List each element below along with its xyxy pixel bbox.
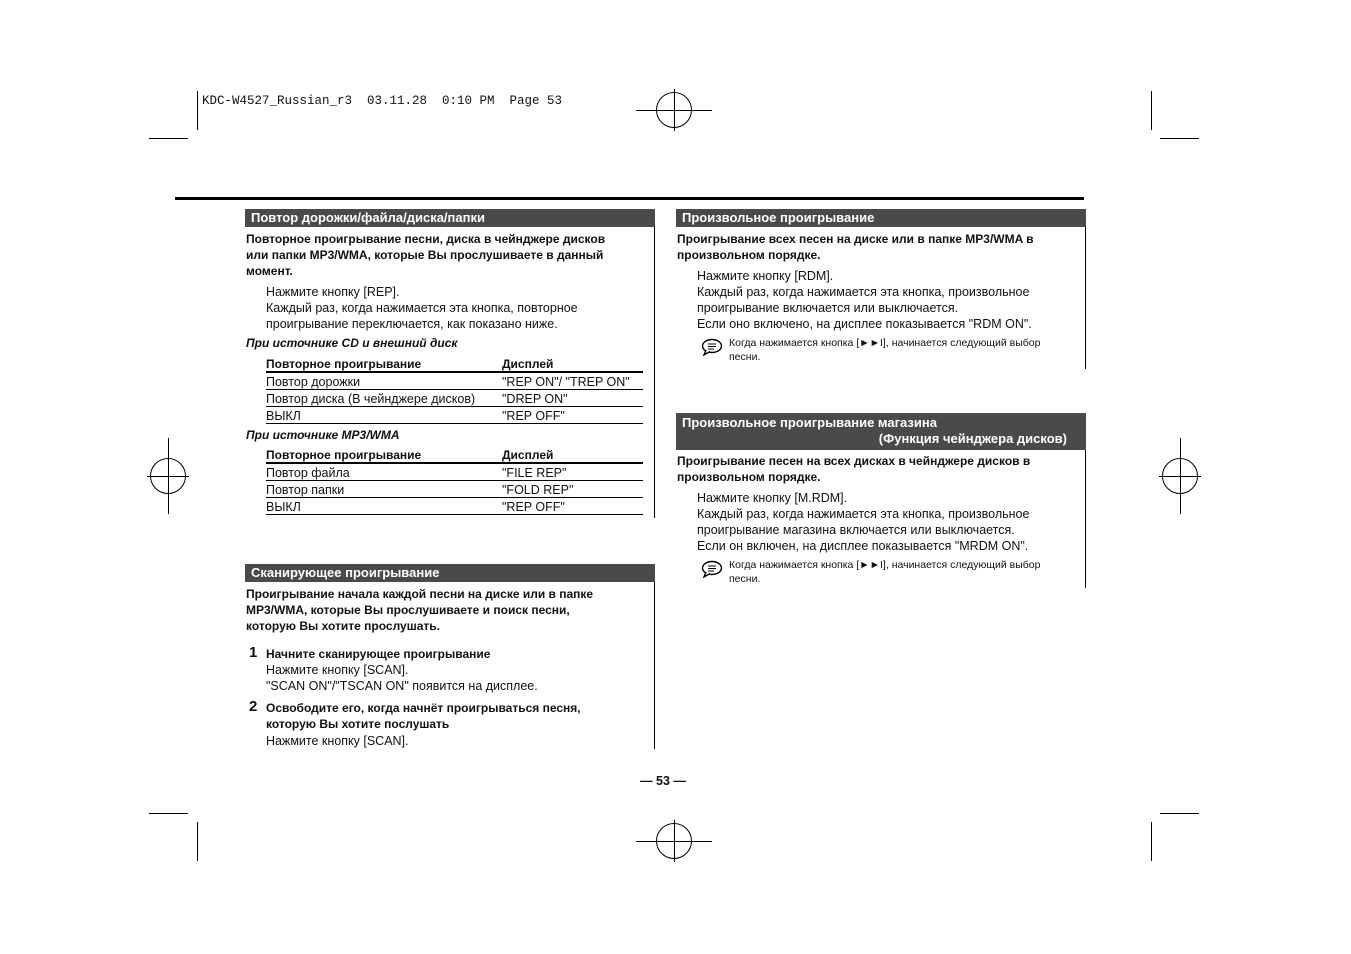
table-row: ВЫКЛ "REP OFF" xyxy=(266,498,643,515)
step-number-1: 1 xyxy=(249,644,258,661)
col-header-mode: Повторное проигрывание xyxy=(266,444,502,463)
section-title-magazine-random: Произвольное проигрывание магазина (Функция чейнджера дисков) xyxy=(676,413,1086,450)
table-row: Повтор файла "FILE REP" xyxy=(266,463,643,481)
left-column-rule-2 xyxy=(654,565,655,749)
print-slug: KDC-W4527_Russian_r3 03.11.28 0:10 PM Page 53 xyxy=(202,94,563,108)
page-number: — 53 — xyxy=(640,774,686,788)
magazine-intro: Проигрывание песен на всех дисках в чейнджере дисков в произвольном порядке. xyxy=(677,454,1031,484)
table-row: Повтор дорожки "REP ON"/ "TREP ON" xyxy=(266,372,643,390)
table-row: Повтор папки "FOLD REP" xyxy=(266,481,643,498)
col-header-mode: Повторное проигрывание xyxy=(266,353,502,372)
mp3-repeat-table xyxy=(266,444,643,515)
step-2-text: Нажмите кнопку [SCAN]. xyxy=(266,734,409,748)
cd-table-caption: При источнике CD и внешний диск xyxy=(246,336,458,350)
magazine-note: Когда нажимается кнопка [►►I], начинается следующий выбор песни. xyxy=(729,559,1041,585)
repeat-intro: Повторное проигрывание песни, диска в чейнджере дисков или папки MP3/WMA, которые Вы прослушиваете в данный момент. xyxy=(246,232,606,278)
scan-intro: Проигрывание начала каждой песни на диске или в папке MP3/WMA, которые Вы прослушиваете и поиск песни, которую Вы хотите прослушать. xyxy=(246,587,594,633)
step-1-text: Нажмите кнопку [SCAN]. "SCAN ON"/"TSCAN ON" появится на дисплее. xyxy=(266,663,538,693)
table-row: Повтор диска (В чейнджере дисков) "DREP ON" xyxy=(266,390,643,407)
col-header-display: Дисплей xyxy=(502,444,643,463)
step-1-title: Начните сканирующее проигрывание xyxy=(266,647,491,661)
section-title-scan: Сканирующее проигрывание xyxy=(245,564,655,582)
cd-repeat-table xyxy=(266,353,643,424)
left-column-rule-1 xyxy=(654,209,655,518)
random-intro: Проигрывание всех песен на диске или в папке MP3/WMA в произвольном порядке. xyxy=(677,232,1034,262)
section-title-random: Произвольное проигрывание xyxy=(676,209,1086,227)
right-column-rule-1 xyxy=(1085,209,1086,369)
magazine-instructions: Нажмите кнопку [M.RDM]. Каждый раз, когда нажимается эта кнопка, произвольное проигрывание магазина включается или выключается. Если он включен, на дисплее показывается "MRDM ON". xyxy=(697,491,1030,553)
random-note: Когда нажимается кнопка [►►I], начинается следующий выбор песни. xyxy=(729,337,1041,363)
table-row: ВЫКЛ "REP OFF" xyxy=(266,407,643,424)
top-rule xyxy=(175,197,1084,200)
random-instructions: Нажмите кнопку [RDM]. Каждый раз, когда нажимается эта кнопка, произвольное проигрывание включается или выключается. Если оно включено, на дисплее показывается "RDM ON". xyxy=(697,269,1032,331)
step-2-title: Освободите его, когда начнёт проигрываться песня, которую Вы хотите послушать xyxy=(266,701,581,731)
col-header-display: Дисплей xyxy=(502,353,643,372)
mp3-table-caption: При источнике MP3/WMA xyxy=(246,428,400,442)
note-icon xyxy=(701,338,723,356)
step-number-2: 2 xyxy=(249,698,258,715)
repeat-instructions: Нажмите кнопку [REP]. Каждый раз, когда нажимается эта кнопка, повторное проигрывание переключается, как показано ниже. xyxy=(266,285,578,331)
note-icon xyxy=(701,560,723,578)
section-title-repeat: Повтор дорожки/файла/диска/папки xyxy=(245,209,655,227)
